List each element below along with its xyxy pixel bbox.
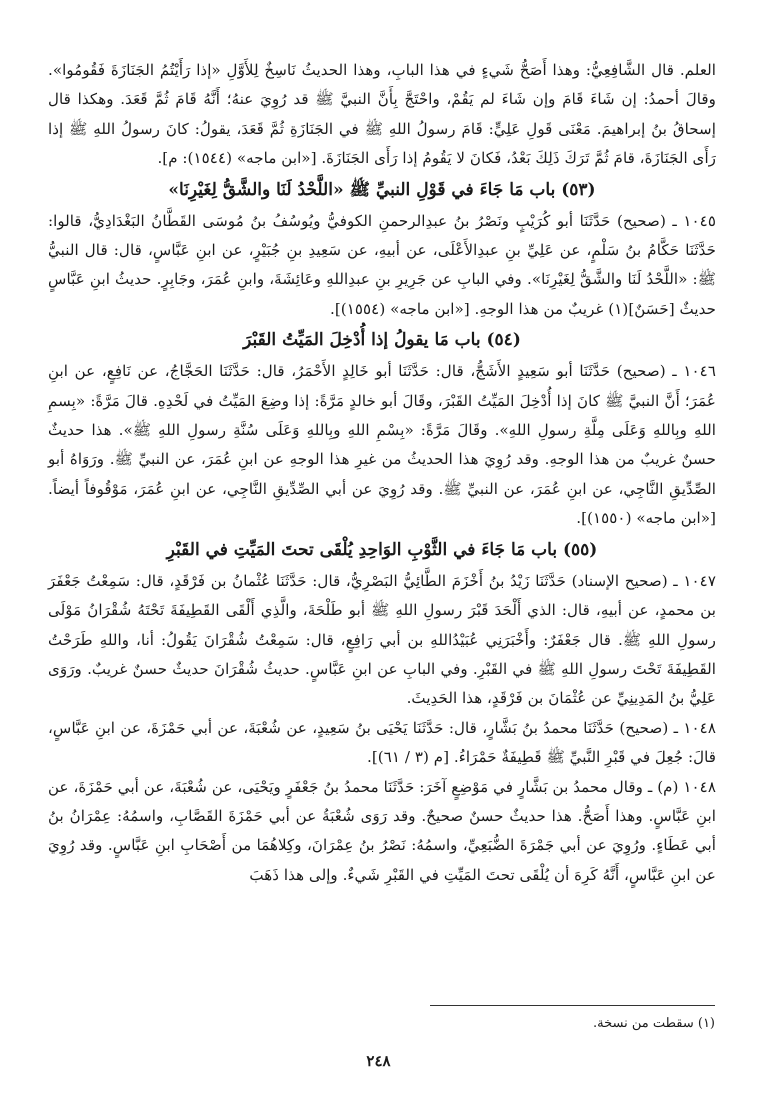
chapter-heading-54: (٥٤) باب مَا يقولُ إذا أُدْخِلَ المَيِّتُ القَبْرَ (243, 330, 521, 351)
hadith-1048-m: ١٠٤٨ (م) ـ وقال محمدُ بن بَشَّارٍ في مَوْضِعٍ آخَرَ: حَدَّثَنَا محمدُ بنُ جَعْفَرٍ ويَحْيَى، عن شُعْبَةَ، عن أبي حَمْزَةَ، عن ابنِ عَبَّاسٍ. وهذا أَصَحُّ. هذا حديثٌ حسنٌ صحيحٌ. وقد رَوَى شُعْبَةُ عن أبي حَمْزَةَ القَصَّابِ، واسمُهُ: عِمْرَانُ بنُ أبي عَطَاءٍ. ورُوِيَ عن أبي جَمْرَةَ الضُّبَعِيِّ، واسمُهُ: نَصْرُ بنُ عِمْرَانَ، وكِلاهُمَا من أَصْحَابِ ابنِ عَبَّاسٍ. وقد رُوِيَ عن ابنِ عَبَّاسٍ، أَنَّهُ كَرِهَ أن يُلْقَى تحتَ المَيِّتِ في القَبْرِ شَيءٌ. وإلى هذا ذَهَبَ (48, 777, 716, 884)
page-body (48, 56, 716, 890)
paragraph-intro: العلم. قال الشَّافِعِيُّ: وهذا أَصَحُّ شَيءٍ في هذا البابِ، وهذا الحديثُ نَاسِخٌ لِلأَوَّلِ «إذا رَأَيْتُمُ الجَنَازَةَ فَقُومُوا». وقالَ أحمدُ: إن شَاءَ قَامَ وإن شَاءَ لم يَقُمْ، واحْتَجَّ بِأَنَّ النبيَّ ﷺ قد رُوِيَ عنهُ؛ أَنَّهُ قَامَ ثُمَّ قَعَدَ. وهكذا قال إسحاقُ بنُ إبراهيمَ. مَعْنَى قَولِ عَلِيٍّ: قَامَ رسولُ اللهِ ﷺ في الجَنَازَةِ ثُمَّ قَعَدَ، يقولُ: كانَ رسولُ اللهِ ﷺ إذا رَأَى الجَنَازَةَ، قامَ ثُمَّ تَرَكَ ذَلِكَ بَعْدُ، فَكانَ لا يَقُومُ إذا رَأَى الجَنَازَةَ. [«ابن ماجه» (١٥٤٤): م]. (48, 61, 716, 168)
hadith-1046: ١٠٤٦ ـ (صحيح) حَدَّثَنَا أبو سَعِيدٍ الأَشَجُّ، قال: حَدَّثَنَا أبو خَالِدٍ الأَحْمَرُ، قال: حَدَّثَنَا الحَجَّاجُ، عن نَافِعٍ، عن ابنِ عُمَرَ؛ أَنَّ النبيَّ ﷺ كانَ إذا أُدْخِلَ المَيِّتُ القَبْرَ، وقَالَ أبو خالدٍ مَرَّةً: إذا وضِعَ المَيِّتُ في لَحْدِهِ. قالَ مَرَّةً: «بِسمِ اللهِ وبِاللهِ وَعَلَى مِلَّةِ رسولِ اللهِ». وقَالَ مَرَّةً: «بِسْمِ اللهِ وبِاللهِ وَعَلَى سُنَّةِ رسولِ اللهِ ﷺ». هذا حديثٌ حسنٌ غريبٌ من هذا الوجهِ. وقد رُوِيَ هذا الحديثُ من غيرِ هذا الوجهِ عن ابنِ عُمَرَ، عن النبيِّ ﷺ. ورَوَاهُ أبو الصِّدِّيقِ النَّاجِي، عن ابنِ عُمَرَ، عن النبيِّ ﷺ. وقد رُوِيَ عن أبي الصِّدِّيقِ النَّاجِي، عن ابنِ عُمَرَ، مَوْقُوفاً أيضاً. [«ابن ماجه» (١٥٥٠)]. (48, 362, 716, 528)
hadith-1045: ١٠٤٥ ـ (صحيح) حَدَّثَنَا أبو كُرَيْبٍ ونَصْرُ بنُ عبدِالرحمنِ الكوفيُّ ويُوسُفُ بنُ مُوسَى القَطَّانُ البَغْدَادِيُّ، قالوا: حَدَّثَنَا حَكَّامُ بنُ سَلْمٍ، عن عَلِيِّ بنِ عبدِالأَعْلَى، عن أبيهِ، عن سَعِيدِ بنِ جُبَيْرٍ، عن ابنِ عَبَّاسٍ، قال: قال النبيُّ ﷺ: «اللَّحْدُ لَنَا والشَّقُّ لِغَيْرِنَا». وفي البابِ عن جَرِيرِ بنِ عبدِاللهِ وعَائِشَةَ، وابنِ عُمَرَ، وجَابِرٍ. حديثُ ابنِ عَبَّاسٍ حديثٌ [حَسَنٌ](١) غريبٌ من هذا الوجهِ. [«ابن ماجه» (١٥٥٤)]. (48, 211, 716, 318)
chapter-heading-55: (٥٥) باب مَا جَاءَ في الثَّوْبِ الوَاحِدِ يُلْقَى تحتَ المَيِّتِ في القَبْرِ (166, 539, 598, 560)
chapter-heading-53: (٥٣) باب مَا جَاءَ في قَوْلِ النبيِّ ﷺ «اللَّحْدُ لَنَا والشَّقُّ لِغَيْرِنَا» (168, 179, 596, 200)
hadith-1048: ١٠٤٨ ـ (صحيح) حَدَّثَنَا محمدُ بنُ بَشَّارٍ، قال: حَدَّثَنَا يَحْيَى بنُ سَعِيدٍ، عن شُعْبَةَ، عن أبي حَمْزَةَ، عن ابنِ عَبَّاسٍ، قالَ: جُعِلَ في قَبْرِ النَّبيِّ ﷺ قَطِيفَةٌ حَمْرَاءُ. [م (٣ / ٦١)]. (48, 718, 716, 767)
footnote: (١) سقطت من نسخة. (593, 1016, 715, 1031)
footnote-divider (430, 1005, 715, 1006)
page-number: ٢٤٨ (366, 1052, 391, 1070)
hadith-1047: ١٠٤٧ ـ (صحيح الإسناد) حَدَّثَنَا زَيْدُ بنُ أَخْزَمَ الطَّائِيُّ البَصْرِيُّ، قال: حَدَّثَنَا عُثْمانُ بن فَرْقَدٍ، قال: سَمِعْتُ جَعْفَرَ بن محمدٍ، عن أبيهِ، قال: الذي أَلْحَدَ قَبْرَ رسولِ اللهِ ﷺ أبو طَلْحَةَ، والَّذِي أَلْقَى القَطِيفَةَ تَحْتَهُ شُقْرَانُ مَوْلَى رسولِ اللهِ ﷺ. قال جَعْفَرٌ: وأَخْبَرَنِي عُبَيْدُاللهِ بن أبي رَافِعٍ، قال: سَمِعْتُ شُقْرَانَ يَقُولُ: أنا، واللهِ طَرَحْتُ القَطِيفَةَ تَحْتَ رسولِ اللهِ ﷺ في القَبْرِ. وفي البابِ عن ابنِ عَبَّاسٍ. حديثُ شُقْرَانَ حديثٌ حسنٌ غريبٌ. ورَوَى عَلِيُّ بنُ المَدِينِيِّ عن عُثْمَانَ بن فَرْقَدٍ، هذا الحَدِيثَ. (48, 571, 716, 708)
